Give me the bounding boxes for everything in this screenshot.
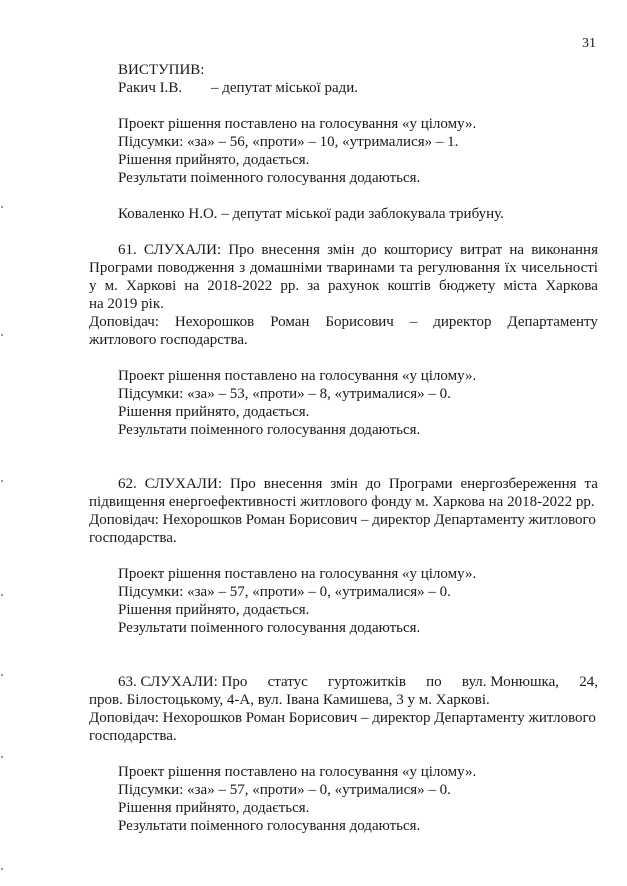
scan-mark xyxy=(1,206,3,208)
tribune-note: Коваленко Н.О. – депутат міської ради заблокувала трибуну. xyxy=(118,206,504,222)
page-number: 31 xyxy=(582,36,596,51)
item-61-line-2 xyxy=(89,259,598,277)
word: коштів xyxy=(387,278,431,294)
word: енергозбереження xyxy=(460,476,577,492)
word: до xyxy=(361,242,377,258)
speaker-name: Ракич І.В. xyxy=(118,80,183,96)
item-62-line-1 xyxy=(118,475,598,493)
word: Програми xyxy=(89,260,153,276)
word: чисельності xyxy=(521,260,598,276)
vote-attachment-line: Результати поіменного голосування додаються. xyxy=(118,170,421,186)
word: за xyxy=(307,278,320,294)
word: поводження xyxy=(157,260,235,276)
word: СЛУХАЛИ: xyxy=(143,242,222,258)
item-61-vote-attachment: Результати поіменного голосування додаються. xyxy=(118,422,421,438)
word: Департаменту xyxy=(507,314,598,330)
item-61-vote-results: Підсумки: «за» – 53, «проти» – 8, «утрималися» – 0. xyxy=(118,386,451,402)
word: вул. Монюшка, xyxy=(461,674,560,690)
word: виконання xyxy=(531,242,598,258)
item-62-vote-proposal: Проект рішення поставлено на голосування «у цілому». xyxy=(118,566,477,582)
word: рахунок xyxy=(327,278,380,294)
word: з xyxy=(239,260,246,276)
word: Про xyxy=(229,476,256,492)
item-63-vote-results: Підсумки: «за» – 57, «проти» – 0, «утрималися» – 0. xyxy=(118,782,451,798)
word: на xyxy=(184,278,200,294)
speaker-role: – депутат міської ради. xyxy=(211,80,359,96)
item-62-reporter: Доповідач: Нехорошков Роман Борисович – директор Департаменту житлового xyxy=(89,512,596,528)
word: рр. xyxy=(280,278,300,294)
item-63-line-1 xyxy=(118,673,598,691)
item-62-line-2: підвищення енергоефективності житлового фонду м. Харкова на 2018-2022 рр. xyxy=(89,494,595,510)
vote-results-line: Підсумки: «за» – 56, «проти» – 10, «утрималися» – 1. xyxy=(118,134,459,150)
word: гуртожитків xyxy=(327,674,406,690)
scan-mark xyxy=(1,868,3,870)
item-63-vote-attachment: Результати поіменного голосування додаються. xyxy=(118,818,421,834)
item-61-line-1 xyxy=(118,241,598,259)
word: внесення xyxy=(263,476,323,492)
word: СЛУХАЛИ: xyxy=(144,476,222,492)
item-62-vote-decision: Рішення прийнято, додається. xyxy=(118,602,310,618)
scan-mark xyxy=(1,594,3,596)
word: до xyxy=(365,476,381,492)
word: Програми xyxy=(388,476,453,492)
word: 2018-2022 xyxy=(207,278,273,294)
word: 63. СЛУХАЛИ: Про xyxy=(118,674,248,690)
item-62-reporter-cont: господарства. xyxy=(89,530,177,546)
item-63-reporter-cont: господарства. xyxy=(89,728,177,744)
word: статус xyxy=(267,674,308,690)
vystupyv-heading: ВИСТУПИВ: xyxy=(118,62,205,78)
word: регулювання xyxy=(417,260,501,276)
vote-proposal-line: Проект рішення поставлено на голосування «у цілому». xyxy=(118,116,477,132)
word: домашніми xyxy=(249,260,323,276)
word: Нехорошков xyxy=(174,314,255,330)
word: витрат xyxy=(460,242,503,258)
word: 62. xyxy=(118,476,137,492)
scan-mark xyxy=(1,480,3,482)
item-63-vote-decision: Рішення прийнято, додається. xyxy=(118,800,310,816)
word: Доповідач: xyxy=(89,314,159,330)
item-63-line-2: пров. Білостоцькому, 4-А, вул. Івана Камишева, 3 у м. Харкові. xyxy=(89,692,490,708)
scan-mark xyxy=(1,756,3,758)
word: міста xyxy=(503,278,538,294)
item-62-vote-attachment: Результати поіменного голосування додаються. xyxy=(118,620,421,636)
word: на xyxy=(509,242,525,258)
item-61-vote-decision: Рішення прийнято, додається. xyxy=(118,404,310,420)
word: та xyxy=(399,260,413,276)
word: Харкові xyxy=(126,278,177,294)
scan-mark xyxy=(1,334,3,336)
item-61-reporter xyxy=(89,313,598,331)
word: директор xyxy=(433,314,492,330)
word: їх xyxy=(504,260,517,276)
vote-decision-line: Рішення прийнято, додається. xyxy=(118,152,310,168)
word: змін xyxy=(327,242,355,258)
word: бюджету xyxy=(438,278,496,294)
word: Борисович xyxy=(325,314,394,330)
word: м. xyxy=(104,278,118,294)
word: 61. xyxy=(118,242,137,258)
word: Роман xyxy=(270,314,310,330)
word: кошторису xyxy=(383,242,453,258)
item-61-line-3 xyxy=(89,277,598,295)
word: по xyxy=(426,674,442,690)
word: змін xyxy=(330,476,358,492)
word: у xyxy=(89,278,97,294)
item-63-reporter: Доповідач: Нехорошков Роман Борисович – директор Департаменту житлового xyxy=(89,710,596,726)
scan-mark xyxy=(1,674,3,676)
item-61-reporter-cont: житлового господарства. xyxy=(89,332,248,348)
item-61-line-4: на 2019 рік. xyxy=(89,296,164,312)
word: тваринами xyxy=(326,260,395,276)
item-62-vote-results: Підсумки: «за» – 57, «проти» – 0, «утрималися» – 0. xyxy=(118,584,451,600)
item-61-vote-proposal: Проект рішення поставлено на голосування «у цілому». xyxy=(118,368,477,384)
word: Про xyxy=(228,242,255,258)
word: 24, xyxy=(579,674,598,690)
word: – xyxy=(409,314,418,330)
word: Харкова xyxy=(545,278,598,294)
item-63-vote-proposal: Проект рішення поставлено на голосування «у цілому». xyxy=(118,764,477,780)
word: та xyxy=(584,476,598,492)
word: внесення xyxy=(261,242,320,258)
